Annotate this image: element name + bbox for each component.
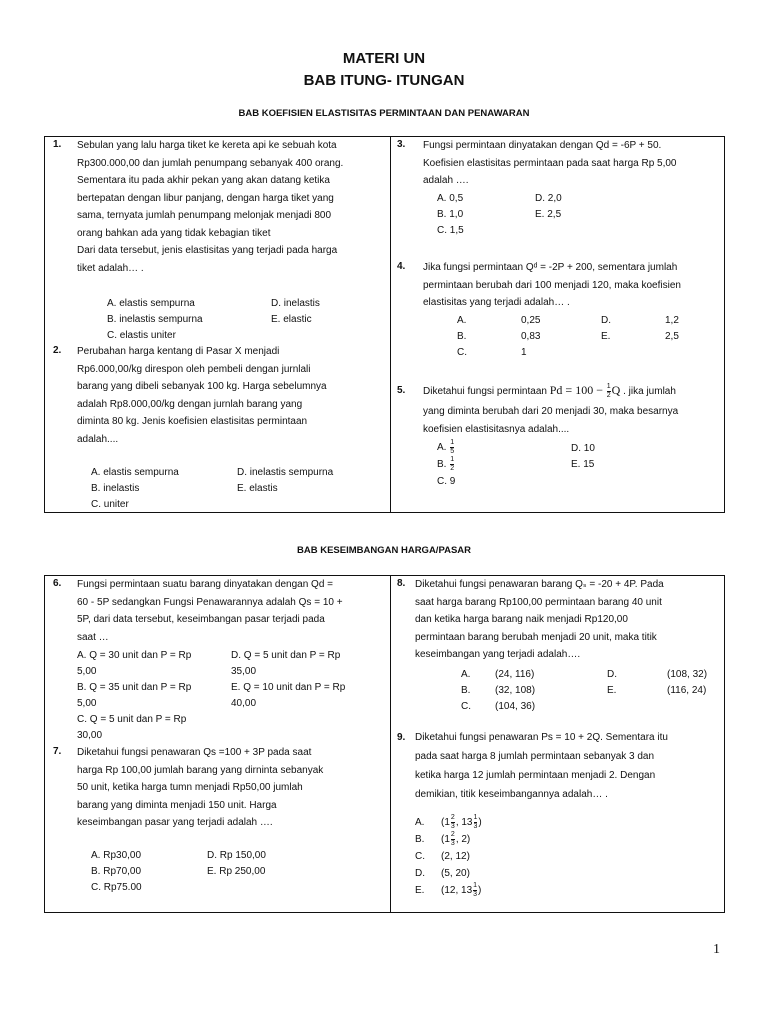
q3-options-right [535,191,562,223]
q2-option-c: C. uniter [91,499,129,510]
question-number-6: 6. [53,578,62,589]
q5-option-a-fraction [450,439,454,456]
fraction-denominator: 3 [473,891,478,899]
question-4-text [423,259,721,312]
q7-line: keseimbangan pasar yang terjadi adalah …. [77,817,273,828]
q1-line: Dari data tersebut, jenis elastisitas yang terjadi pada harga [77,245,338,256]
q8-line: Diketahui fungsi penawaran barang Qₛ = -20 + 4P. Pada [415,579,664,590]
q7-option-e: E. Rp 250,00 [207,866,266,877]
q8-option-d-value: (108, 32) [667,669,708,680]
q8-option-b-label: B. [461,685,471,696]
q9-line: pada saat harga 8 jumlah permintaan sebanyak 3 dan [415,751,655,762]
question-number-8: 8. [397,578,406,589]
q1-line: bertepatan dengan libur panjang, dengan harga tiket yang [77,192,334,204]
fraction-numerator: 1 [606,382,611,390]
q3-option-e: E. 2,5 [535,209,562,220]
q8-option-c-value: (104, 36) [495,701,536,712]
option-label: E. [415,885,425,897]
q1-line: Sebulan yang lalu harga tiket ke kereta api ke sebuah kota [77,140,337,151]
fraction-numerator: 1 [450,456,455,464]
q4-line: elastisitas yang terjadi adalah… . [423,297,570,308]
q8-labels-left [461,667,471,715]
q7-line: harga Rp 100,00 jumlah barang yang dirninta sebanyak [77,764,324,776]
q6-line: 5P, dari data tersebut, keseimbangan pasar terjadi pada [77,614,325,625]
q6-option-c: C. Q = 5 unit dan P = Rp [77,714,187,725]
q7-options-right [207,848,266,880]
q8-line: permintaan barang berubah menjadi 20 unit, maka titik [415,631,657,643]
document-subtitle: BAB ITUNG- ITUNGAN [303,72,465,89]
question-8-text [415,576,721,664]
q5-options-right [571,441,595,473]
q5-formula-fraction [607,383,611,400]
q4-option-e-label: E. [601,331,611,342]
q8-option-e-label: E. [607,685,617,696]
q7-line: 50 unit, ketika harga tumn menjadi Rp50,00 jumlah [77,782,303,793]
fraction-denominator: 3 [473,823,478,830]
q6-option-e: E. Q = 10 unit dan P = Rp [231,682,346,693]
q7-option-a: A. Rp30,00 [91,850,142,861]
option-value: (5, 20) [441,868,470,880]
q5-line: koefisien elastisitasnya adalah.... [423,423,570,435]
q6-option-b: B. Q = 35 unit dan P = Rp [77,682,192,693]
question-table-equilibrium [44,575,725,913]
page-number: 1 [713,942,720,957]
q2-line: adalah Rp8.000,00/kg dengan jurnlah barang yang [77,398,303,410]
option-value-rest: , 2) [455,834,471,846]
question-number-9: 9. [397,732,406,743]
q3-option-d: D. 2,0 [535,193,562,204]
q7-options-left [91,848,142,896]
q6-option-a: A. Q = 30 unit dan P = Rp [77,650,192,661]
q4-values-right [665,313,679,345]
option-label: B. [437,459,447,471]
question-number-7: 7. [53,746,62,757]
q1-option-b: B. inelastis sempurna [107,314,203,325]
document-title: MATERI UN [342,50,426,67]
option-label: C. [415,851,425,863]
fraction-denominator: 2 [450,465,455,473]
q1-line: sama, ternyata jumlah penumpang melonjak menjadi 800 [77,210,332,221]
q7-line: barang yang diminta menjadi 150 unit. Harga [77,799,277,811]
q2-line: diminta 80 kg. Jenis koefisien elastisitas permintaan [77,416,308,427]
q5-line-pre: Diketahui fungsi permintaan [423,386,547,397]
q2-line: barang yang dibeli sebanyak 100 kg. Harga sebelumnya [77,381,327,392]
fraction-numerator: 2 [450,831,455,839]
question-3-text [423,137,721,190]
q2-line: adalah.... [77,433,119,445]
q7-option-c: C. Rp75.00 [91,882,142,893]
q5-option-a [437,439,455,456]
q3-option-b: B. 1,0 [437,209,464,220]
q4-option-b-value: 0,83 [521,331,541,342]
option-label: A. [437,442,447,454]
q4-labels-left [457,313,467,361]
q2-line: Perubahan harga kentang di Pasar X menjadi [77,346,280,357]
q9-options [415,814,482,899]
q9-line: demikian, titik keseimbangannya adalah… . [415,789,608,800]
q1-options-right [271,296,320,328]
fraction-denominator: 3 [450,840,455,848]
q6-options-left [77,648,191,744]
q1-option-c: C. elastis uniter [107,330,176,341]
fraction-denominator: 3 [450,823,455,830]
q1-line: Sementara itu pada akhir pekan yang akan datang ketika [77,175,330,186]
q5-first-line [423,379,721,403]
q8-option-d-label: D. [607,669,617,680]
section-title-equilibrium: BAB KESEIMBANGAN HARGA/PASAR [297,545,471,556]
q9-option-a-fraction [451,814,455,831]
q9-option-c [415,848,482,865]
q4-option-c-value: 1 [521,347,527,358]
q6-option-b-cont: 5,00 [77,698,97,709]
q1-line: tiket adalah… . [77,262,144,274]
question-9-text [415,728,721,804]
q8-values-right [667,667,707,699]
q6-line: saat … [77,631,109,643]
q1-option-d: D. inelastis [271,298,320,309]
q7-option-d: D. Rp 150,00 [207,850,266,861]
q8-line: saat harga barang Rp100,00 permintaan barang 40 unit [415,596,662,608]
q9-option-e [415,882,482,899]
q5-line: yang diminta berubah dari 20 menjadi 30, maka besarnya [423,406,679,417]
question-number-2: 2. [53,345,62,356]
q4-option-b-label: B. [457,331,467,342]
q8-option-a-label: A. [461,669,471,680]
q4-option-a-value: 0,25 [521,315,541,326]
fraction-numerator: 1 [473,814,478,821]
q3-line: adalah …. [423,175,469,186]
q9-option-a [415,814,482,831]
q5-option-c: C. 9 [437,476,456,488]
q4-option-d-label: D. [601,315,611,326]
q9-option-b [415,831,482,848]
q4-option-e-value: 2,5 [665,331,679,342]
mixed-number-whole: (12, 13 [441,885,473,897]
question-table-elasticity [44,136,725,513]
q9-line: ketika harga 12 jumlah permintaan menjadi 2. Dengan [415,770,656,781]
q2-option-a: A. elastis sempurna [91,467,179,478]
q5-option-b [437,456,455,473]
q7-option-b: B. Rp70,00 [91,866,142,877]
question-number-3: 3. [397,139,406,150]
option-label: B. [415,834,425,846]
question-5-text [423,379,721,438]
q1-option-a: A. elastis sempurna [107,298,195,309]
q4-line: Jika fungsi permintaan Qᵈ = -2P + 200, sementara jumlah [423,262,678,273]
question-number-1: 1. [53,139,62,150]
fraction-numerator: 2 [450,814,455,821]
q2-option-d: D. inelastis sempurna [237,467,334,478]
q1-line: orang bahkan ada yang tidak kebagian tiket [77,227,271,239]
q3-options-left [437,191,464,239]
question-7-text [77,744,383,832]
q9-option-e-fraction [473,882,477,899]
q2-options-left [91,465,179,513]
fraction-denominator: 5 [450,448,455,455]
q5-line-post: . jika jumlah [623,386,676,397]
q8-option-c-label: C. [461,701,471,712]
q5-option-d: D. 10 [571,443,595,454]
q6-option-c-cont: 30,00 [77,730,103,741]
q9-line: Diketahui fungsi penawaran Ps = 10 + 2Q. Sementara itu [415,732,668,743]
q2-option-e: E. elastis [237,483,278,494]
q6-options-right [231,648,345,712]
column-divider [390,137,391,512]
q7-line: Diketahui fungsi penawaran Qs =100 + 3P pada saat [77,747,312,758]
q8-option-a-value: (24, 116) [495,669,535,680]
q5-formula: Pd = 100 − [549,383,603,397]
q4-option-a-label: A. [457,315,467,326]
q6-option-d-cont: 35,00 [231,666,257,677]
q3-line: Fungsi permintaan dinyatakan dengan Qd = -6P + 50. [423,140,662,151]
q4-option-d-value: 1,2 [665,315,679,326]
q8-line: dan ketika harga barang naik menjadi Rp120,00 [415,614,628,625]
q2-option-b: B. inelastis [91,483,140,494]
q5-options-left [437,439,455,490]
q5-option-e: E. 15 [571,459,595,470]
q6-line: Fungsi permintaan suatu barang dinyatakan dengan Qd = [77,579,334,590]
mixed-number-whole: , 13 [455,817,473,829]
question-1-text [77,137,385,277]
q8-values-left [495,667,535,715]
question-2-text [77,343,385,448]
q8-option-e-value: (116, 24) [667,685,707,696]
column-divider [390,576,391,912]
q6-line: 60 - 5P sedangkan Fungsi Penawarannya adalah Qs = 10 + [77,596,343,608]
option-label: A. [415,817,425,829]
q1-options-left [107,296,203,344]
q9-option-b-fraction [451,831,455,848]
q4-line: permintaan berubah dari 100 menjadi 120, maka koefisien [423,279,681,291]
q6-option-e-cont: 40,00 [231,698,257,709]
fraction-numerator: 1 [473,882,478,890]
q6-option-d: D. Q = 5 unit dan P = Rp [231,650,341,661]
q5-option-b-fraction [450,456,454,473]
section-title-elasticity: BAB KOEFISIEN ELASTISITAS PERMINTAAN DAN PENAWARAN [238,108,530,119]
q8-line: keseimbangan yang terjadi adalah…. [415,649,581,660]
q8-labels-right [607,667,617,699]
fraction-numerator: 1 [450,439,455,446]
mixed-number-whole: (1 [441,817,450,829]
q6-option-a-cont: 5,00 [77,666,97,677]
q4-values-left [521,313,540,361]
q5-formula-variable: Q [611,383,621,397]
q8-option-b-value: (32, 108) [495,685,536,696]
option-value: (2, 12) [441,851,470,863]
q3-option-a: A. 0,5 [437,193,464,204]
fraction-denominator: 2 [606,391,611,399]
q3-option-c: C. 1,5 [437,225,464,236]
q1-option-e: E. elastic [271,314,312,325]
question-6-text [77,576,383,646]
closing-paren: ) [478,885,482,897]
q3-line: Koefisien elastisitas permintaan pada saat harga Rp 5,00 [423,157,677,169]
q2-options-right [237,465,333,497]
closing-paren: ) [478,817,482,829]
q4-labels-right [601,313,611,345]
question-number-4: 4. [397,261,406,272]
q2-line: Rp6.000,00/kg direspon oleh pembeli dengan jurnlali [77,363,311,375]
mixed-number-whole: (1 [441,834,450,846]
option-label: D. [415,868,425,880]
q1-line: Rp300.000,00 dan jumlah penumpang sebanyak 400 orang. [77,157,344,169]
q4-option-c-label: C. [457,347,467,358]
q9-option-d [415,865,482,882]
q9-option-a-fraction-2 [474,814,478,831]
question-number-5: 5. [397,385,406,396]
